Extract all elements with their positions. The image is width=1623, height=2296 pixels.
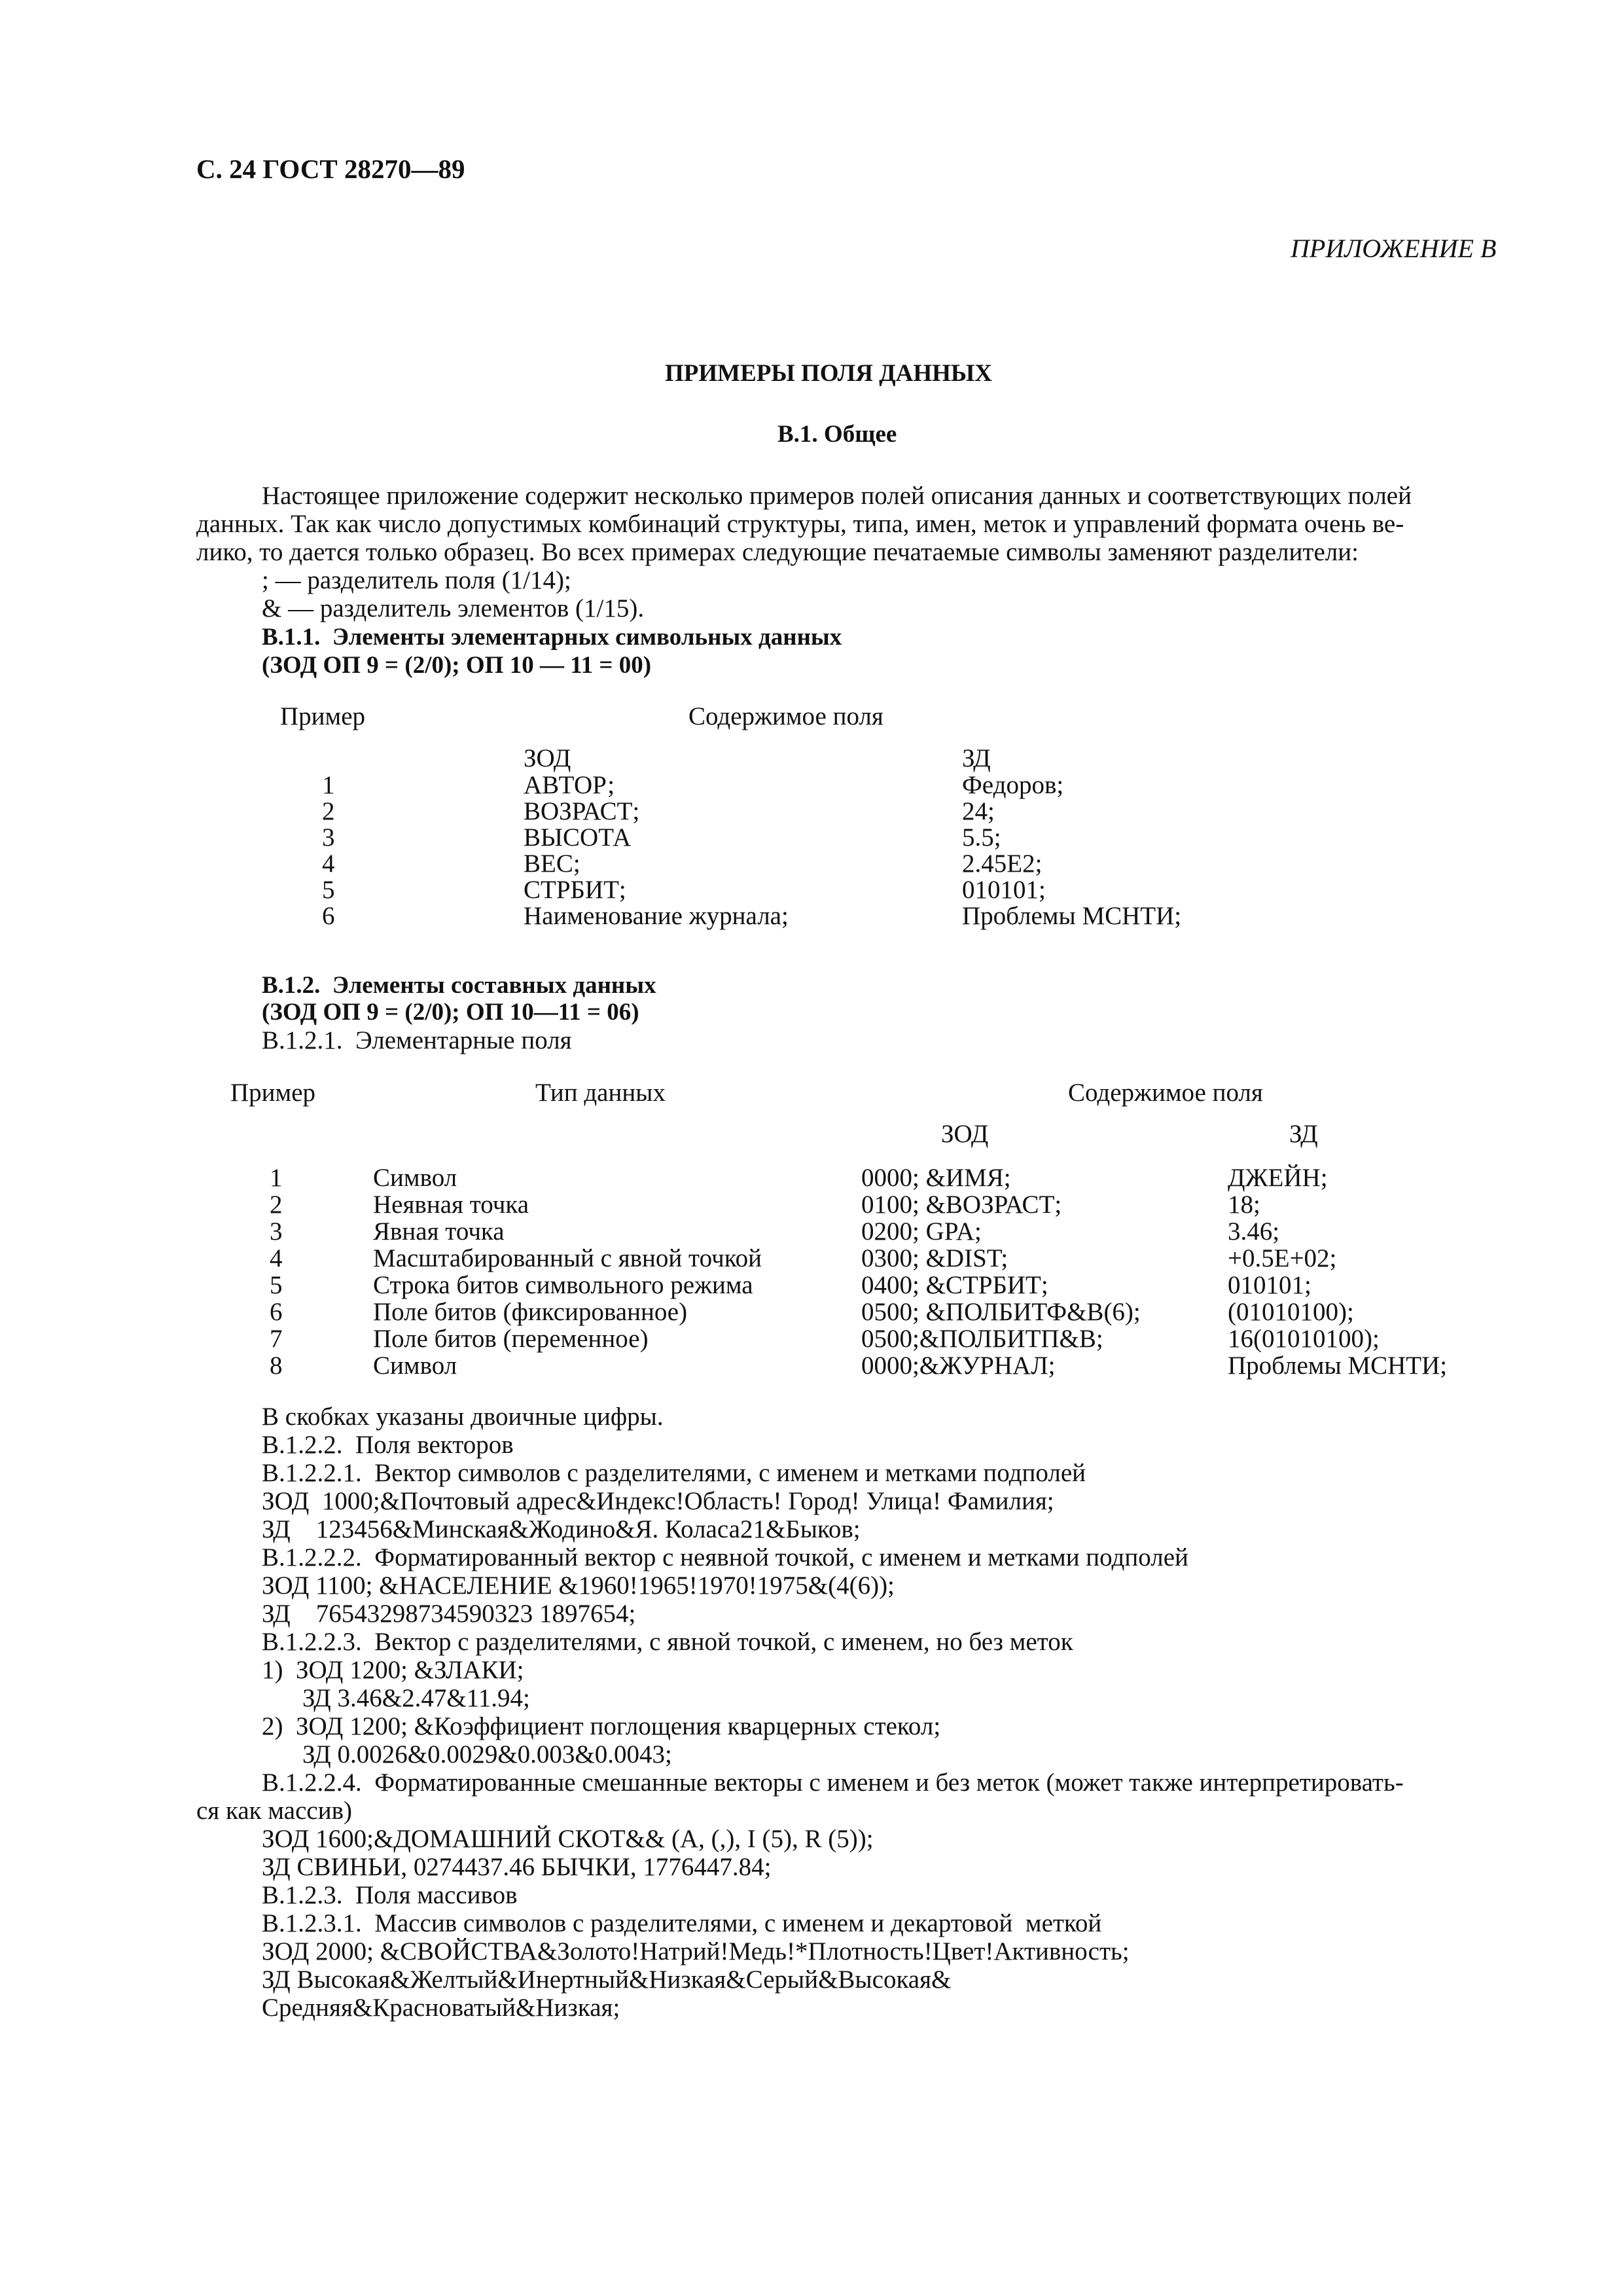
b12221-heading: В.1.2.2.1. Вектор символов с разделителями, с именем и метками подполей [262, 1459, 1086, 1487]
b1222-heading: В.1.2.2. Поля векторов [262, 1431, 514, 1459]
b12221-zd: ЗД 123456&Минская&Жодино&Я. Коласа21&Быков; [262, 1515, 861, 1543]
table2-row-4-type: Масштабированный с явной точкой [373, 1244, 762, 1272]
b11-heading-line-2: (ЗОД ОП 9 = (2/0); ОП 10 — 11 = 00) [262, 652, 652, 679]
b12224-heading-line-2: ся как массив) [196, 1797, 352, 1825]
b12223-item1-zod: 1) ЗОД 1200; &ЗЛАКИ; [262, 1656, 524, 1684]
table1-row-6-n: 6 [322, 902, 335, 930]
b12231-zd-line-2: Средняя&Красноватый&Низкая; [262, 1994, 620, 2022]
main-title: ПРИМЕРЫ ПОЛЯ ДАННЫХ [665, 360, 992, 387]
table1-sub-zd: ЗД [962, 744, 991, 772]
section-b1-title: В.1. Общее [777, 421, 897, 448]
b12223-heading: В.1.2.2.3. Вектор с разделителями, с явной точкой, с именем, но без меток [262, 1628, 1073, 1656]
table1-row-4-n: 4 [322, 850, 335, 878]
table2-row-3-zd: 3.46; [1228, 1217, 1280, 1246]
table1-row-5-n: 5 [322, 876, 335, 904]
table1-row-3-zd: 5.5; [962, 823, 1001, 852]
b12231-zd-line-1: ЗД Высокая&Желтый&Инертный&Низкая&Серый&Высокая& [262, 1965, 952, 1994]
table1-row-2-zod: ВОЗРАСТ; [524, 797, 640, 825]
table2-row-4-zd: +0.5Е+02; [1228, 1244, 1337, 1272]
b1223-heading: В.1.2.3. Поля массивов [262, 1881, 518, 1909]
appendix-label: ПРИЛОЖЕНИЕ В [1291, 234, 1497, 263]
table1-sub-zod: ЗОД [524, 744, 571, 772]
table2-row-4-n: 4 [270, 1244, 283, 1272]
table2-row-7-zd: 16(01010100); [1228, 1325, 1380, 1353]
table2-row-7-type: Поле битов (переменное) [373, 1325, 649, 1353]
table1-row-1-n: 1 [322, 771, 335, 799]
table1-row-3-n: 3 [322, 823, 335, 852]
table2-row-2-zd: 18; [1228, 1191, 1260, 1219]
b12222-heading: В.1.2.2.2. Форматированный вектор с неявной точкой, с именем и метками подполей [262, 1543, 1188, 1571]
b11-heading-line-1: В.1.1. Элементы элементарных символьных данных [262, 624, 842, 651]
table2-sub-zd: ЗД [1289, 1120, 1318, 1148]
table2-col-type: Тип данных [535, 1079, 666, 1107]
b12231-heading: В.1.2.3.1. Массив символов с разделителями, с именем и декартовой меткой [262, 1909, 1102, 1937]
table2-row-3-n: 3 [270, 1217, 283, 1246]
table2-row-1-n: 1 [270, 1164, 283, 1192]
b12-heading-line-1: В.1.2. Элементы составных данных [262, 972, 656, 999]
b12221-zod: ЗОД 1000;&Почтовый адрес&Индекс!Область! Город! Улица! Фамилия; [262, 1487, 1054, 1515]
intro-line-2: данных. Так как число допустимых комбинаций структуры, типа, имен, меток и управлений формата очень ве- [196, 510, 1404, 538]
table2-row-5-type: Строка битов символьного режима [373, 1271, 753, 1299]
table2-row-5-zd: 010101; [1228, 1271, 1311, 1299]
table2-row-2-zod: 0100; &ВОЗРАСТ; [861, 1191, 1062, 1219]
b12223-item1-zd: ЗД 3.46&2.47&11.94; [302, 1684, 530, 1712]
table2-row-1-zd: ДЖЕЙН; [1228, 1164, 1328, 1192]
table1-row-6-zd: Проблемы МСНТИ; [962, 902, 1182, 930]
table1-row-6-zod: Наименование журнала; [524, 902, 789, 930]
b12224-zd: ЗД СВИНЬИ, 0274437.46 БЫЧКИ, 1776447.84; [262, 1853, 772, 1881]
intro-line-3: лико, то дается только образец. Во всех примерах следующие печатаемые символы заменяют разделители: [196, 538, 1359, 566]
table2-row-8-n: 8 [270, 1352, 283, 1380]
table1-row-2-n: 2 [322, 797, 335, 825]
table2-row-7-n: 7 [270, 1325, 283, 1353]
b12224-zod: ЗОД 1600;&ДОМАШНИЙ СКОТ&& (А, (,), I (5), R (5)); [262, 1825, 874, 1853]
table2-row-1-type: Символ [373, 1164, 457, 1192]
table1-col-example: Пример [280, 702, 366, 730]
b12222-zd: ЗД 76543298734590323 1897654; [262, 1600, 636, 1628]
table2-row-8-zod: 0000;&ЖУРНАЛ; [861, 1352, 1056, 1380]
intro-line-4: ; — разделитель поля (1/14); [262, 566, 571, 594]
table2-row-5-zod: 0400; &СТРБИТ; [861, 1271, 1048, 1299]
table1-row-1-zod: АВТОР; [524, 771, 615, 799]
table2-row-8-type: Символ [373, 1352, 457, 1380]
b12-heading-line-2: (ЗОД ОП 9 = (2/0); ОП 10—11 = 06) [262, 999, 639, 1026]
b12222-zod: ЗОД 1100; &НАСЕЛЕНИЕ &1960!1965!1970!1975&(4(6)); [262, 1571, 895, 1600]
table2-row-4-zod: 0300; &DIST; [861, 1244, 1008, 1272]
intro-line-5: & — разделитель элементов (1/15). [262, 594, 645, 622]
table2-row-5-n: 5 [270, 1271, 283, 1299]
table1-row-3-zod: ВЫСОТА [524, 823, 632, 852]
page-header: С. 24 ГОСТ 28270—89 [196, 154, 465, 184]
table1-row-4-zd: 2.45Е2; [962, 850, 1043, 878]
table2-sub-zod: ЗОД [941, 1120, 989, 1148]
table2-row-2-type: Неявная точка [373, 1191, 529, 1219]
table1-row-2-zd: 24; [962, 797, 995, 825]
b12231-zod: ЗОД 2000; &СВОЙСТВА&Золото!Натрий!Медь!*Плотность!Цвет!Активность; [262, 1937, 1130, 1965]
note-binary-digits: В скобках указаны двоичные цифры. [262, 1403, 664, 1431]
table2-row-1-zod: 0000; &ИМЯ; [861, 1164, 1011, 1192]
table2-row-7-zod: 0500;&ПОЛБИТП&В; [861, 1325, 1103, 1353]
b12223-item2-zod: 2) ЗОД 1200; &Коэффициент поглощения кварцерных стекол; [262, 1712, 941, 1740]
b12224-heading-line-1: В.1.2.2.4. Форматированные смешанные векторы с именем и без меток (может также интерпретировать- [262, 1768, 1404, 1797]
table1-row-4-zod: ВЕС; [524, 850, 580, 878]
intro-line-1: Настоящее приложение содержит несколько примеров полей описания данных и соответствующих полей [262, 482, 1412, 510]
table2-row-6-zd: (01010100); [1228, 1298, 1354, 1326]
table1-row-1-zd: Федоров; [962, 771, 1064, 799]
b12223-item2-zd: ЗД 0.0026&0.0029&0.003&0.0043; [302, 1740, 672, 1768]
table1-col-content: Содержимое поля [688, 702, 883, 730]
b121-subheading: В.1.2.1. Элементарные поля [262, 1026, 572, 1054]
table2-col-example: Пример [230, 1079, 316, 1107]
table2-row-8-zd: Проблемы МСНТИ; [1228, 1352, 1448, 1380]
table1-row-5-zd: 010101; [962, 876, 1046, 904]
table2-col-content: Содержимое поля [1068, 1079, 1263, 1107]
table2-row-6-n: 6 [270, 1298, 283, 1326]
table2-row-3-type: Явная точка [373, 1217, 505, 1246]
table2-row-3-zod: 0200; GPA; [861, 1217, 982, 1246]
table1-row-5-zod: СТРБИТ; [524, 876, 626, 904]
table2-row-6-zod: 0500; &ПОЛБИТФ&В(6); [861, 1298, 1141, 1326]
table2-row-2-n: 2 [270, 1191, 283, 1219]
table2-row-6-type: Поле битов (фиксированное) [373, 1298, 688, 1326]
